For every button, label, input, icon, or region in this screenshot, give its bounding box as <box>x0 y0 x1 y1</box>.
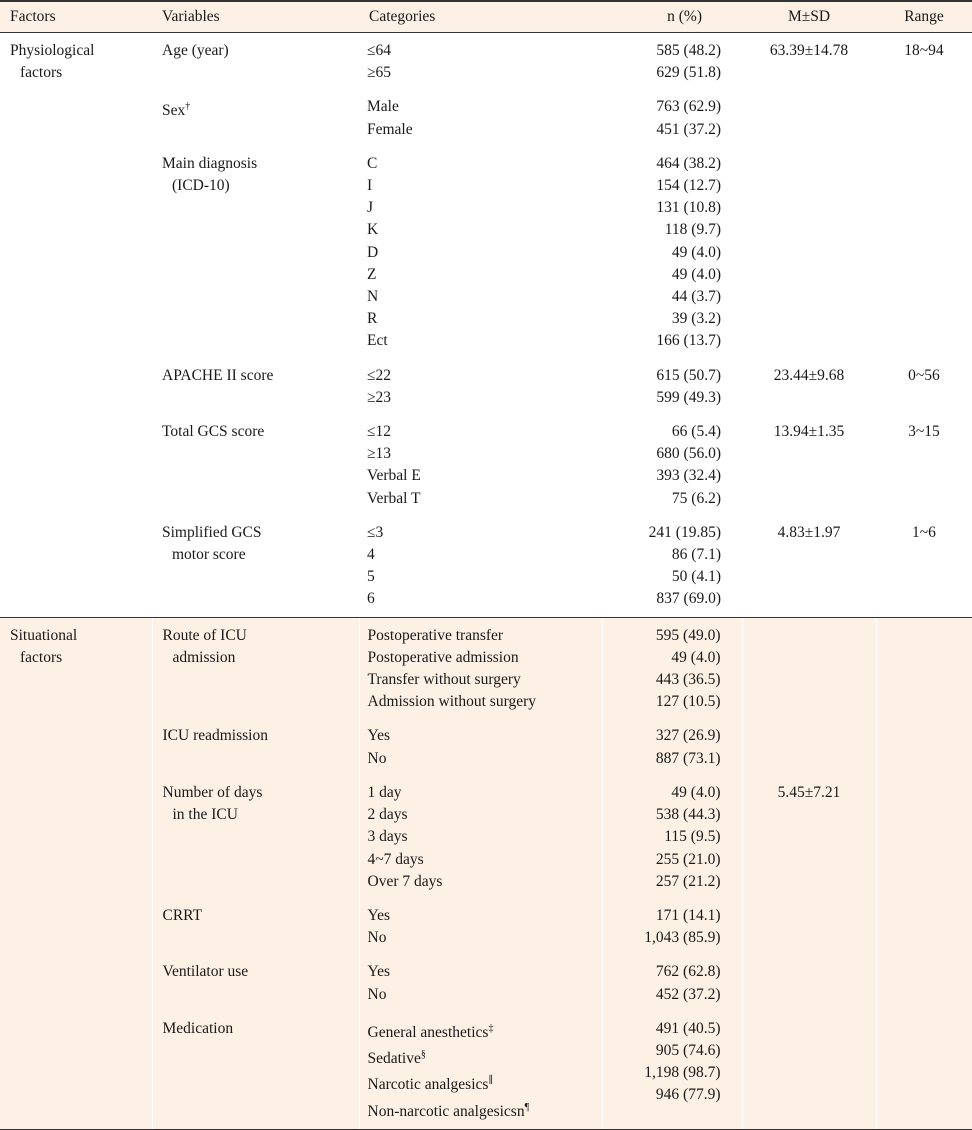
header-mean-sd: M±SD <box>742 1 876 33</box>
range-cell <box>876 359 972 415</box>
category-item: General anesthetics‡ <box>367 1022 494 1041</box>
variable-cell <box>152 33 359 91</box>
n-percent-value: 1,043 (85.9) <box>644 929 721 947</box>
n-percent-value: 127 (10.5) <box>655 693 721 711</box>
n-percent-value: 946 (77.9) <box>655 1086 721 1104</box>
category-cell <box>359 516 602 617</box>
table-row <box>0 359 972 415</box>
factor-cell <box>0 33 152 91</box>
range-cell <box>876 719 972 775</box>
category-item: Over 7 days <box>367 872 443 890</box>
category-item: 6 <box>367 590 375 608</box>
n-percent-value: 452 (37.2) <box>655 985 721 1003</box>
header-categories: Categories <box>359 1 602 33</box>
n-percent-value: 680 (56.0) <box>656 445 721 463</box>
variable-label: Medication <box>162 1019 234 1037</box>
n-percent-value: 451 (37.2) <box>656 120 721 138</box>
category-cell <box>359 899 602 955</box>
variable-label-cont: in the ICU <box>172 806 238 824</box>
category-item: Non-narcotic analgesicsn¶ <box>367 1101 530 1120</box>
range-cell <box>876 899 972 955</box>
range-value: 3~15 <box>908 423 940 441</box>
category-item: Z <box>367 265 377 283</box>
category-item: ≤22 <box>367 366 392 384</box>
n-percent-value: 585 (48.2) <box>656 42 721 59</box>
variable-cell <box>152 359 359 415</box>
header-factors: Factors <box>0 1 152 33</box>
n-percent-value: 171 (14.1) <box>655 906 721 924</box>
mean-sd-cell <box>742 719 876 775</box>
header-n-percent: n (%) <box>602 1 742 33</box>
category-cell <box>359 955 602 1011</box>
variable-label: Route of ICU <box>162 626 247 644</box>
table-row <box>0 90 972 146</box>
variable-label: ICU readmission <box>162 727 268 745</box>
n-percent-value: 257 (21.2) <box>655 872 721 890</box>
variable-label: CRRT <box>162 906 203 924</box>
table-body <box>0 33 972 1130</box>
mean-sd-cell <box>742 516 876 617</box>
variable-cell <box>152 617 359 719</box>
n-percent-value: 39 (3.2) <box>671 310 721 328</box>
footnote-mark: ∥ <box>488 1075 494 1087</box>
category-item: I <box>367 177 373 195</box>
range-cell <box>876 147 972 359</box>
range-value: 18~94 <box>904 42 944 59</box>
category-item: 5 <box>367 568 375 586</box>
category-item: ≥23 <box>367 388 392 406</box>
mean-sd-cell <box>742 33 876 91</box>
n-percent-cell <box>602 719 742 775</box>
range-cell <box>876 955 972 1011</box>
variable-label-cont: admission <box>172 648 236 666</box>
category-item: 2 days <box>367 806 408 824</box>
n-percent-cell <box>602 415 742 516</box>
category-item: Transfer without surgery <box>367 671 521 689</box>
category-item: Ect <box>367 332 388 350</box>
n-percent-value: 131 (10.8) <box>656 199 721 217</box>
factor-cell <box>0 899 152 955</box>
n-percent-value: 763 (62.9) <box>656 98 721 116</box>
factor-cell <box>0 955 152 1011</box>
n-percent-value: 49 (4.0) <box>671 783 721 801</box>
category-item: ≤12 <box>367 423 392 441</box>
n-percent-cell <box>602 617 742 719</box>
mean-sd-value: 4.83±1.97 <box>777 523 841 541</box>
variable-label: Age (year) <box>162 42 229 59</box>
category-cell <box>359 415 602 516</box>
mean-sd-cell <box>742 359 876 415</box>
category-item: Postoperative admission <box>367 648 519 666</box>
n-percent-value: 887 (73.1) <box>655 749 721 767</box>
n-percent-value: 49 (4.0) <box>671 648 721 666</box>
category-item: No <box>367 929 387 947</box>
n-percent-value: 595 (49.0) <box>655 626 721 644</box>
table-row <box>0 899 972 955</box>
factor-label-cont: factors <box>20 648 63 666</box>
n-percent-value: 255 (21.0) <box>655 850 721 868</box>
n-percent-value: 44 (3.7) <box>671 288 721 306</box>
category-item: ≤3 <box>367 523 384 541</box>
factor-cell <box>0 359 152 415</box>
footnote-mark: † <box>185 101 191 113</box>
n-percent-value: 166 (13.7) <box>656 332 721 350</box>
mean-sd-cell <box>742 415 876 516</box>
n-percent-value: 599 (49.3) <box>656 388 721 406</box>
category-item: N <box>367 288 379 306</box>
n-percent-value: 393 (32.4) <box>656 467 721 485</box>
header-variables: Variables <box>152 1 359 33</box>
category-cell <box>359 719 602 775</box>
category-item: Female <box>367 120 413 138</box>
mean-sd-value: 13.94±1.35 <box>773 423 845 441</box>
n-percent-cell <box>602 955 742 1011</box>
factor-cell <box>0 415 152 516</box>
table-row <box>0 776 972 899</box>
category-item: ≥13 <box>367 445 392 463</box>
table-row <box>0 617 972 719</box>
n-percent-value: 615 (50.7) <box>656 366 721 384</box>
variable-cell <box>152 955 359 1011</box>
category-item: Yes <box>367 963 391 981</box>
variable-cell <box>152 147 359 359</box>
mean-sd-value: 63.39±14.78 <box>769 42 849 59</box>
category-item: Male <box>367 98 399 116</box>
category-item: C <box>367 154 378 172</box>
category-item: Sedative§ <box>367 1049 426 1068</box>
table-row <box>0 955 972 1011</box>
n-percent-value: 50 (4.1) <box>671 568 721 586</box>
category-item: 3 days <box>367 828 408 846</box>
category-item: Admission without surgery <box>367 693 536 711</box>
n-percent-value: 762 (62.8) <box>655 963 721 981</box>
variable-cell <box>152 776 359 899</box>
category-item: 4 <box>367 546 375 564</box>
mean-sd-cell <box>742 90 876 146</box>
n-percent-value: 443 (36.5) <box>655 671 721 689</box>
footnote-mark: ¶ <box>524 1101 530 1113</box>
range-value: 1~6 <box>912 523 936 541</box>
category-item: R <box>367 310 378 328</box>
table-row <box>0 516 972 617</box>
n-percent-cell <box>602 776 742 899</box>
factor-cell <box>0 617 152 719</box>
table-row <box>0 1012 972 1130</box>
category-item: D <box>367 243 379 261</box>
range-cell <box>876 516 972 617</box>
mean-sd-cell <box>742 899 876 955</box>
n-percent-value: 49 (4.0) <box>671 243 721 261</box>
variable-label: Sex† <box>162 101 191 120</box>
n-percent-cell <box>602 359 742 415</box>
n-percent-cell <box>602 90 742 146</box>
variable-label: APACHE II score <box>162 366 274 384</box>
category-item: Yes <box>367 906 391 924</box>
category-cell <box>359 147 602 359</box>
variable-label-cont: (ICD-10) <box>172 177 230 195</box>
mean-sd-cell <box>742 955 876 1011</box>
factor-cell <box>0 90 152 146</box>
variable-cell <box>152 415 359 516</box>
n-percent-value: 491 (40.5) <box>655 1019 721 1037</box>
category-item: No <box>367 749 387 767</box>
mean-sd-cell <box>742 617 876 719</box>
header-row <box>0 1 972 33</box>
category-item: J <box>367 199 374 217</box>
category-item: K <box>367 221 379 239</box>
category-item: No <box>367 985 387 1003</box>
footnote-mark: § <box>420 1049 426 1061</box>
category-cell <box>359 33 602 91</box>
n-percent-value: 66 (5.4) <box>671 423 721 441</box>
category-cell <box>359 617 602 719</box>
category-item: Yes <box>367 727 391 745</box>
range-value: 0~56 <box>908 366 940 384</box>
n-percent-value: 464 (38.2) <box>656 154 721 172</box>
n-percent-value: 154 (12.7) <box>656 177 721 195</box>
variable-label: Main diagnosis <box>162 154 258 172</box>
variable-label: Number of days <box>162 783 263 801</box>
n-percent-cell <box>602 899 742 955</box>
factor-cell <box>0 776 152 899</box>
footnote-mark: ‡ <box>488 1022 494 1034</box>
n-percent-value: 1,198 (98.7) <box>644 1064 721 1082</box>
range-cell <box>876 415 972 516</box>
variable-label: Ventilator use <box>162 963 249 981</box>
factor-label: Situational <box>10 626 78 644</box>
category-item: Postoperative transfer <box>367 626 504 644</box>
n-percent-cell <box>602 1012 742 1130</box>
n-percent-value: 49 (4.0) <box>671 265 721 283</box>
mean-sd-cell <box>742 147 876 359</box>
factor-label: Physiological <box>10 42 95 59</box>
category-cell <box>359 90 602 146</box>
range-cell <box>876 776 972 899</box>
factor-cell <box>0 719 152 775</box>
range-cell <box>876 1012 972 1130</box>
n-percent-value: 86 (7.1) <box>671 546 721 564</box>
variable-cell <box>152 516 359 617</box>
mean-sd-cell <box>742 1012 876 1130</box>
table-row <box>0 415 972 516</box>
mean-sd-value: 5.45±7.21 <box>777 783 841 801</box>
table-row <box>0 147 972 359</box>
variable-label: Simplified GCS <box>162 523 262 541</box>
n-percent-value: 115 (9.5) <box>664 828 721 846</box>
factor-cell <box>0 1012 152 1130</box>
factor-label-cont: factors <box>20 64 63 82</box>
n-percent-value: 538 (44.3) <box>655 806 721 824</box>
n-percent-cell <box>602 516 742 617</box>
n-percent-value: 327 (26.9) <box>655 727 721 745</box>
table-row <box>0 33 972 91</box>
variable-cell <box>152 90 359 146</box>
category-cell <box>359 359 602 415</box>
mean-sd-cell <box>742 776 876 899</box>
range-cell <box>876 90 972 146</box>
category-item: ≤64 <box>367 42 392 59</box>
header-range: Range <box>876 1 972 33</box>
variable-cell <box>152 1012 359 1130</box>
n-percent-value: 837 (69.0) <box>656 590 721 608</box>
factor-cell <box>0 516 152 617</box>
category-item: 4~7 days <box>367 850 424 868</box>
variable-label: Total GCS score <box>162 423 265 441</box>
category-item: ≥65 <box>367 64 392 82</box>
factor-cell <box>0 147 152 359</box>
n-percent-value: 75 (6.2) <box>671 489 721 507</box>
variable-cell <box>152 899 359 955</box>
category-cell <box>359 1012 602 1130</box>
n-percent-value: 905 (74.6) <box>655 1041 721 1059</box>
variable-label-cont: motor score <box>172 546 246 564</box>
category-cell <box>359 776 602 899</box>
n-percent-value: 241 (19.85) <box>648 523 721 541</box>
n-percent-value: 118 (9.7) <box>664 221 721 239</box>
range-cell <box>876 617 972 719</box>
category-item: 1 day <box>367 783 402 801</box>
category-item: Verbal E <box>367 467 421 485</box>
category-item: Verbal T <box>367 489 421 507</box>
variable-cell <box>152 719 359 775</box>
n-percent-cell <box>602 33 742 91</box>
range-cell <box>876 33 972 91</box>
mean-sd-value: 23.44±9.68 <box>773 366 845 384</box>
n-percent-value: 629 (51.8) <box>656 64 721 82</box>
category-item: Narcotic analgesics∥ <box>367 1075 494 1094</box>
table-row <box>0 719 972 775</box>
n-percent-cell <box>602 147 742 359</box>
